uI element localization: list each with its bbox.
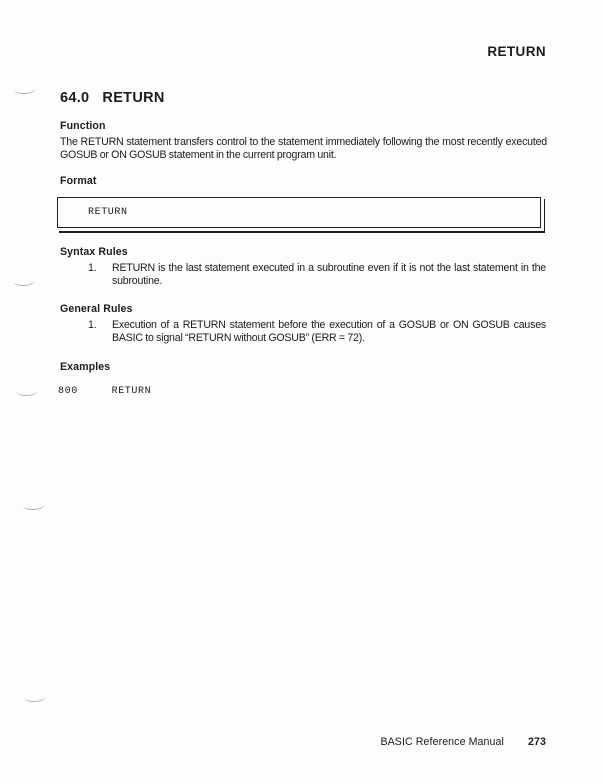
scan-artifact-mark: [13, 279, 35, 286]
running-header: RETURN: [487, 44, 546, 59]
example-code-line: [58, 386, 151, 397]
scan-artifact-mark: [23, 503, 45, 510]
section-title: RETURN: [102, 90, 165, 106]
example-line-number: 800: [58, 386, 78, 397]
footer-page-number: 273: [528, 736, 546, 748]
format-heading: Format: [60, 175, 97, 187]
section-number: 64.0: [60, 90, 90, 106]
format-syntax-text: RETURN: [88, 207, 128, 218]
general-rule-item: [88, 319, 546, 345]
general-rules-heading: General Rules: [60, 303, 133, 315]
syntax-rule-item: [88, 262, 546, 288]
scan-artifact-mark: [14, 87, 36, 94]
rule-number: 1.: [88, 319, 97, 331]
format-syntax-box: [57, 197, 541, 228]
footer-book-title: BASIC Reference Manual: [380, 736, 504, 748]
function-description: The RETURN statement transfers control to the statement immediately following the most recently executed GOSUB or ON GOSUB statement in the current program unit.: [60, 136, 547, 161]
function-heading: Function: [60, 120, 106, 132]
example-statement: RETURN: [111, 386, 152, 397]
rule-text: RETURN is the last statement executed in a subroutine even if it is not the last statement in the subroutine.: [112, 262, 546, 287]
scan-artifact-mark: [24, 695, 46, 702]
section-heading: [60, 90, 165, 106]
scan-artifact-mark: [16, 389, 38, 396]
syntax-rules-heading: Syntax Rules: [60, 246, 128, 258]
rule-number: 1.: [88, 262, 97, 274]
rule-text: Execution of a RETURN statement before the execution of a GOSUB or ON GOSUB causes BASIC to signal “RETURN without GOSUB” (ERR = 72).: [112, 319, 546, 344]
page-footer: [380, 736, 546, 748]
examples-heading: Examples: [60, 361, 111, 373]
